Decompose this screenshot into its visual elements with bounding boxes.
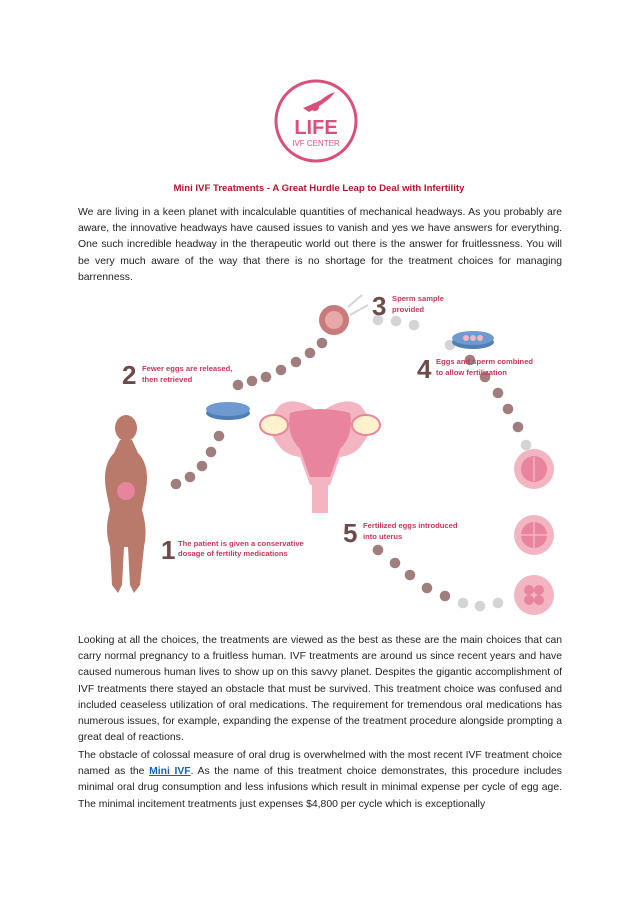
path-dot	[206, 447, 217, 458]
step-2-line1: Fewer eggs are released,	[142, 364, 233, 373]
step-2-number: 2	[122, 360, 137, 390]
egg-sperm-icon	[319, 295, 368, 335]
path-dot	[233, 380, 244, 391]
uterus-illustration	[260, 401, 380, 513]
path-dot	[458, 598, 469, 609]
life-ivf-center-logo	[273, 78, 359, 164]
path-dot	[440, 591, 451, 602]
woman-silhouette	[105, 415, 147, 593]
intro-paragraph: We are living in a keen planet with incalculable quantities of mechanical headways. As you probably are aware, the innovative headways have caused issues to vanish and yes we have answers for everything. One such incredible headway in the therapeutic world out there is the answer for fruitlessness. You will be very much aware of the way that there is no shortage for the treatment choices for managing barrenness.	[78, 207, 562, 283]
uterus-icon	[117, 482, 135, 500]
path-dot	[493, 598, 504, 609]
path-dot	[247, 376, 258, 387]
embryo-four-cell-icon	[514, 515, 554, 555]
path-dot	[317, 338, 328, 349]
path-dot	[493, 388, 504, 399]
path-dot	[405, 570, 416, 581]
path-dot	[171, 479, 182, 490]
path-dot	[197, 461, 208, 472]
path-dot	[390, 558, 401, 569]
path-dot	[513, 422, 524, 433]
sperm-icon	[303, 92, 335, 112]
path-dot	[185, 472, 196, 483]
path-dot	[422, 583, 433, 594]
step-5-line1: Fertilized eggs introduced	[363, 521, 458, 530]
mini-ivf-link[interactable]: Mini IVF	[149, 766, 191, 778]
path-dot	[373, 545, 384, 556]
step-5-number: 5	[343, 518, 358, 548]
step-1	[161, 535, 304, 565]
step-4-number: 4	[417, 354, 432, 384]
step-4	[417, 354, 533, 384]
path-dot	[409, 320, 420, 331]
step-3	[372, 291, 444, 321]
step-3-line2: provided	[392, 305, 425, 314]
path-dot	[475, 601, 486, 612]
step-3-line1: Sperm sample	[392, 294, 444, 303]
paragraph-2: Looking at all the choices, the treatments are viewed as the best as these are the main choices that can carry normal pregnancy to a fruitless human. IVF treatments are around us since recent years and have caused numerous human lives to show up on this savvy planet. Despites the gigantic accomplishment of IVF treatments there stayed an obstacle that must be survived. This treatment choice was confused and included ceaseless utilization of oral medications. The requirement for tremendous oral medications has numerous issues, for example, expanding the expense of the treatment procedure alongside prompting a great deal of reactions.	[78, 635, 562, 744]
embryo-multi-cell-icon	[514, 575, 554, 615]
step-5	[343, 518, 458, 548]
paragraph-3-after: . As the name of this treatment choice demonstrates, this procedure includes minimal oral drug consumption and less infusions which result in minimal expense per cycle of egg age. The minimal incitement treatments just expenses $4,800 per cycle which is exceptionally	[78, 766, 563, 810]
step-4-line1: Eggs and sperm combined	[436, 357, 534, 366]
step-3-number: 3	[372, 291, 387, 321]
path-dot	[305, 348, 316, 359]
step-2	[122, 360, 232, 390]
path-dot	[276, 365, 287, 376]
path-dot	[291, 357, 302, 368]
step-2-line2: then retrieved	[142, 375, 193, 384]
step-4-line2: to allow fertilization	[436, 368, 507, 377]
step-1-number: 1	[161, 535, 176, 565]
path-dot	[391, 316, 402, 327]
path-dot	[521, 440, 532, 451]
page-title: Mini IVF Treatments - A Great Hurdle Leap to Deal with Infertility	[173, 183, 465, 194]
step-5-line2: into uterus	[363, 532, 403, 541]
paragraph-3-before: The obstacle of colossal measure of oral drug is overwhelmed with the most recent IVF treatment choice named as the	[78, 750, 562, 778]
embryo-two-cell-icon	[514, 449, 554, 489]
logo-word: LIFE	[294, 117, 338, 139]
path-dot	[261, 372, 272, 383]
petri-dish-eggs-icon	[452, 331, 494, 349]
logo-sub: IVF CENTER	[292, 139, 340, 148]
paragraph-3	[78, 748, 562, 813]
ivf-process-infographic	[78, 285, 562, 620]
path-dot	[503, 404, 514, 415]
step-1-line1: The patient is given a conservative	[178, 539, 304, 548]
petri-dish-icon	[206, 402, 250, 420]
path-dot	[214, 431, 225, 442]
step-1-line2: dosage of fertility medications	[178, 549, 288, 558]
